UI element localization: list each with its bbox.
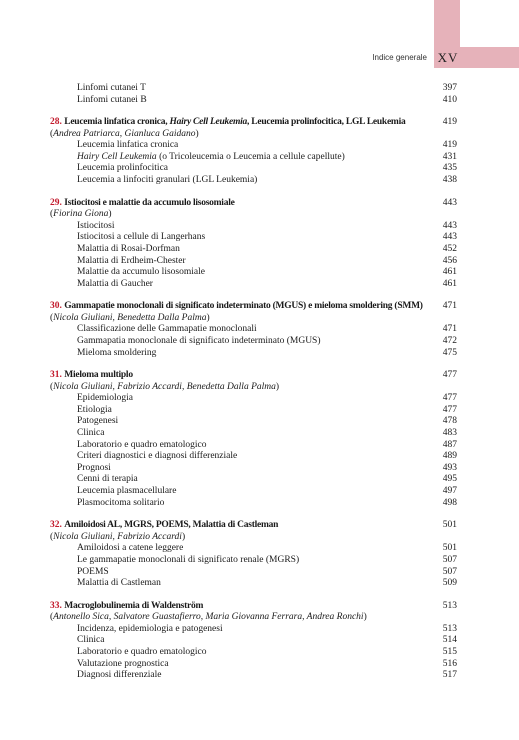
entry-page: 419 (442, 140, 457, 151)
chapter-heading (50, 197, 457, 210)
paren-open: ( (50, 128, 54, 139)
chapter-number: 32. (50, 520, 62, 531)
entry-title (77, 635, 104, 647)
toc-entry (50, 474, 457, 486)
entry-title (77, 555, 299, 567)
entry-title-text: Malattia di Gaucher (77, 278, 153, 289)
entry-title-text: Leucemia prolinfocitica (77, 163, 168, 174)
toc-entry (50, 232, 457, 244)
section-gap (50, 590, 457, 600)
entry-title-text: Le gammapatie monoclonali di significato renale (MGRS) (77, 554, 300, 565)
toc-entry (50, 624, 457, 636)
entry-title (77, 498, 164, 510)
table-of-contents (50, 83, 457, 682)
chapter-title-part: Mieloma multiplo (64, 370, 133, 381)
entry-title (77, 578, 161, 590)
toc-entry (50, 244, 457, 256)
entry-title (77, 221, 114, 233)
chapter-title (64, 520, 278, 530)
entry-title (77, 451, 237, 463)
entry-title (77, 336, 321, 348)
entry-page: 493 (442, 462, 457, 473)
chapter-number: 31. (50, 370, 62, 381)
entry-title-text: Criteri diagnostici e diagnosi differenziale (77, 451, 238, 462)
entry-page: 477 (442, 404, 457, 415)
chapter-title (64, 370, 133, 380)
chapter-page: 513 (442, 600, 457, 611)
toc-entry (50, 152, 457, 164)
toc-entry (50, 463, 457, 475)
authors-text: Fiorina Giona (53, 209, 109, 220)
entry-title (77, 647, 207, 659)
toc-entry (50, 635, 457, 647)
entry-page: 477 (442, 393, 457, 404)
chapter-authors (50, 532, 457, 544)
chapter-authors (50, 382, 457, 394)
chapter-heading (50, 519, 457, 532)
toc-entry (50, 324, 457, 336)
paren-close: ) (275, 381, 280, 392)
entry-title (77, 175, 257, 187)
entry-title-text: Valutazione prognostica (77, 658, 169, 669)
entry-title-text: Cenni di terapia (77, 474, 138, 485)
entry-title (77, 95, 147, 107)
entry-title-text: Leucemia a linfociti granulari (LGL Leukemia) (77, 175, 258, 186)
chapter-page: 477 (442, 370, 457, 381)
toc-entry (50, 555, 457, 567)
entry-page: 472 (442, 336, 457, 346)
entry-page: 461 (442, 278, 457, 289)
chapter-title-part: Gammapatie monoclonali di significato indeterminato (MGUS) e mieloma smoldering (SMM) (64, 301, 423, 312)
entry-title-text: Gammapatia monoclonale di significato indeterminato (MGUS) (77, 336, 321, 346)
paren-open: ( (50, 312, 54, 323)
entry-title (77, 474, 138, 486)
entry-title-text: POEMS (77, 566, 109, 577)
chapter-title-part: Istiocitosi e malattie da accumulo lisosomiale (64, 197, 235, 208)
toc-entry (50, 578, 457, 590)
entry-title-text: Patogenesi (77, 416, 119, 427)
entry-page: 495 (442, 474, 457, 485)
entry-page: 456 (442, 255, 457, 266)
entry-title-text: Istiocitosi a cellule di Langerhans (77, 232, 206, 243)
entry-title (77, 279, 153, 291)
chapter-heading (50, 600, 457, 613)
paren-open: ( (50, 209, 54, 220)
entry-title-text: Etiologia (77, 404, 112, 415)
toc-entry (50, 567, 457, 579)
entry-title-text: Malattia di Castleman (77, 578, 161, 589)
entry-page: 443 (442, 220, 457, 231)
toc-entry (50, 221, 457, 233)
toc-entry (50, 416, 457, 428)
entry-title-text: Laboratorio e quadro ematologico (77, 646, 207, 657)
entry-page: 471 (442, 324, 457, 335)
toc-entry (50, 428, 457, 440)
paren-close: ) (195, 128, 199, 139)
entry-title-text: Linfomi cutanei T (77, 83, 146, 93)
toc-entry (50, 348, 457, 360)
section-gap (50, 290, 457, 300)
entry-page: 487 (442, 439, 457, 450)
entry-page: 501 (442, 543, 457, 554)
entry-page: 478 (442, 416, 457, 427)
entry-title-text: Malattie da accumulo lisosomiale (77, 267, 205, 278)
entry-title-text: Epidemiologia (77, 393, 133, 404)
chapter-heading (50, 116, 457, 129)
entry-title-text: Malattia di Rosai-Dorfman (77, 243, 180, 254)
paren-close: ) (206, 312, 210, 323)
entry-title-text: Istiocitosi (77, 220, 115, 231)
chapter-number: 29. (50, 197, 62, 208)
toc-entry (50, 498, 457, 510)
chapter-title (64, 198, 234, 208)
entry-title (77, 405, 112, 417)
section-gap (50, 187, 457, 197)
entry-page: 514 (442, 635, 457, 646)
entry-title (77, 256, 186, 268)
toc-entry (50, 405, 457, 417)
section-gap (50, 509, 457, 519)
authors-text: Nicola Giuliani, Fabrizio Accardi (53, 531, 182, 542)
entry-title (77, 659, 169, 671)
toc-entry (50, 256, 457, 268)
chapter-page: 471 (442, 301, 457, 312)
chapter-title (64, 301, 422, 311)
page-number: XV (437, 50, 459, 65)
toc-entry (50, 163, 457, 175)
toc-entry (50, 543, 457, 555)
authors-text: Nicola Giuliani, Benedetta Dalla Palma (53, 312, 207, 323)
chapter-heading (50, 300, 457, 313)
entry-title (77, 463, 111, 475)
entry-page: 507 (442, 554, 457, 565)
entry-page: 489 (442, 451, 457, 462)
entry-title-text: Prognosi (77, 462, 111, 473)
chapter-title (64, 117, 405, 127)
entry-title (77, 152, 345, 164)
toc-entry (50, 659, 457, 671)
chapter-authors (50, 612, 457, 624)
entry-page: 443 (442, 232, 457, 243)
chapter-title-part: Hairy Cell Leukemia (169, 117, 248, 128)
chapter-title-part: , Leucemia prolinfocitica, LGL Leukemia (247, 117, 406, 128)
toc-entry (50, 440, 457, 452)
toc-entry (50, 451, 457, 463)
entry-page: 498 (442, 497, 457, 508)
toc-entry (50, 267, 457, 279)
entry-page: 517 (442, 670, 457, 681)
chapter-heading (50, 369, 457, 382)
entry-title (77, 267, 205, 279)
entry-page: 483 (442, 428, 457, 439)
authors-text: Nicola Giuliani, Fabrizio Accardi, Benedetta Dalla Palma (53, 381, 276, 392)
authors-text: Antonello Sica, Salvatore Guastafierro, Maria Giovanna Ferrara, Andrea Ronchi (53, 612, 364, 623)
toc-entry (50, 486, 457, 498)
entry-title (77, 324, 257, 336)
chapter-authors (50, 129, 457, 141)
entry-title (77, 393, 133, 405)
entry-title-text: Leucemia plasmacellulare (77, 486, 177, 497)
paren-close: ) (108, 209, 112, 220)
toc-entry (50, 393, 457, 405)
authors-text: Andrea Patriarca, Gianluca Gaidano (53, 128, 196, 139)
entry-title-text: Malattia di Erdheim-Chester (77, 255, 186, 266)
entry-title-text: Incidenza, epidemiologia e patogenesi (77, 623, 223, 634)
entry-page: 461 (442, 267, 457, 278)
paren-close: ) (363, 612, 367, 623)
entry-title-text: Linfomi cutanei B (77, 94, 147, 105)
entry-page: 431 (442, 151, 457, 162)
entry-title (77, 416, 118, 428)
chapter-title-part: Macroglobulinemia di Waldenström (64, 600, 204, 611)
chapter-title-part: Amiloidosi AL, MGRS, POEMS, Malattia di Castleman (64, 520, 279, 531)
toc-entry (50, 279, 457, 291)
entry-title (77, 244, 180, 256)
entry-page: 516 (442, 658, 457, 669)
entry-page: 509 (442, 578, 457, 589)
entry-title (77, 486, 176, 498)
entry-title (77, 83, 146, 95)
entry-title (77, 232, 205, 244)
entry-title-text: Laboratorio e quadro ematologico (77, 439, 207, 450)
chapter-title-part: Leucemia linfatica cronica, (64, 117, 170, 128)
paren-open: ( (50, 531, 54, 542)
entry-page: 452 (442, 243, 457, 254)
entry-title-text: Plasmocitoma solitario (77, 497, 165, 508)
chapter-number: 30. (50, 301, 62, 312)
entry-title (77, 543, 183, 555)
entry-title-text: Mieloma smoldering (77, 347, 157, 358)
chapter-number: 33. (50, 600, 62, 611)
paren-close: ) (181, 531, 186, 542)
entry-title-text: Leucemia linfatica cronica (77, 140, 179, 151)
entry-title (77, 163, 168, 175)
chapter-authors (50, 313, 457, 325)
toc-entry (50, 336, 457, 348)
entry-title (77, 140, 178, 152)
entry-page: 435 (442, 163, 457, 174)
toc-entry (50, 670, 457, 682)
entry-title-text: Diagnosi differenziale (77, 670, 162, 681)
entry-title-italic: Hairy Cell Leukemia (77, 151, 157, 162)
chapter-title (64, 601, 203, 611)
entry-page: 507 (442, 566, 457, 577)
entry-title-text: (o Tricoleucemia o Leucemia a cellule capellute) (156, 151, 345, 162)
entry-page: 475 (442, 347, 457, 358)
toc-entry (50, 140, 457, 152)
toc-entry (50, 175, 457, 187)
paren-open: ( (50, 612, 54, 623)
entry-title (77, 428, 104, 440)
running-header: Indice generale (372, 53, 427, 62)
entry-page: 497 (442, 486, 457, 497)
entry-page: 438 (442, 175, 457, 186)
paren-open: ( (50, 381, 54, 392)
entry-page: 515 (442, 646, 457, 657)
chapter-authors (50, 209, 457, 221)
entry-page: 410 (442, 94, 457, 105)
toc-entry (50, 95, 457, 107)
toc-entry (50, 647, 457, 659)
entry-title (77, 567, 109, 579)
entry-title-text: Amiloidosi a catene leggere (77, 543, 184, 554)
entry-title-text: Clinica (77, 635, 105, 646)
chapter-number: 28. (50, 117, 62, 128)
toc-entry (50, 83, 457, 95)
entry-title (77, 440, 207, 452)
entry-page: 397 (442, 83, 457, 93)
section-gap (50, 359, 457, 369)
entry-title (77, 348, 156, 360)
entry-title-text: Clinica (77, 428, 105, 439)
entry-title-text: Classificazione delle Gammapatie monoclonali (77, 324, 257, 335)
chapter-page: 419 (442, 117, 457, 128)
entry-title (77, 624, 223, 636)
entry-page: 513 (442, 623, 457, 634)
page-header (0, 0, 519, 70)
chapter-page: 501 (442, 520, 457, 531)
entry-title (77, 670, 162, 682)
chapter-page: 443 (442, 197, 457, 208)
section-gap (50, 106, 457, 116)
